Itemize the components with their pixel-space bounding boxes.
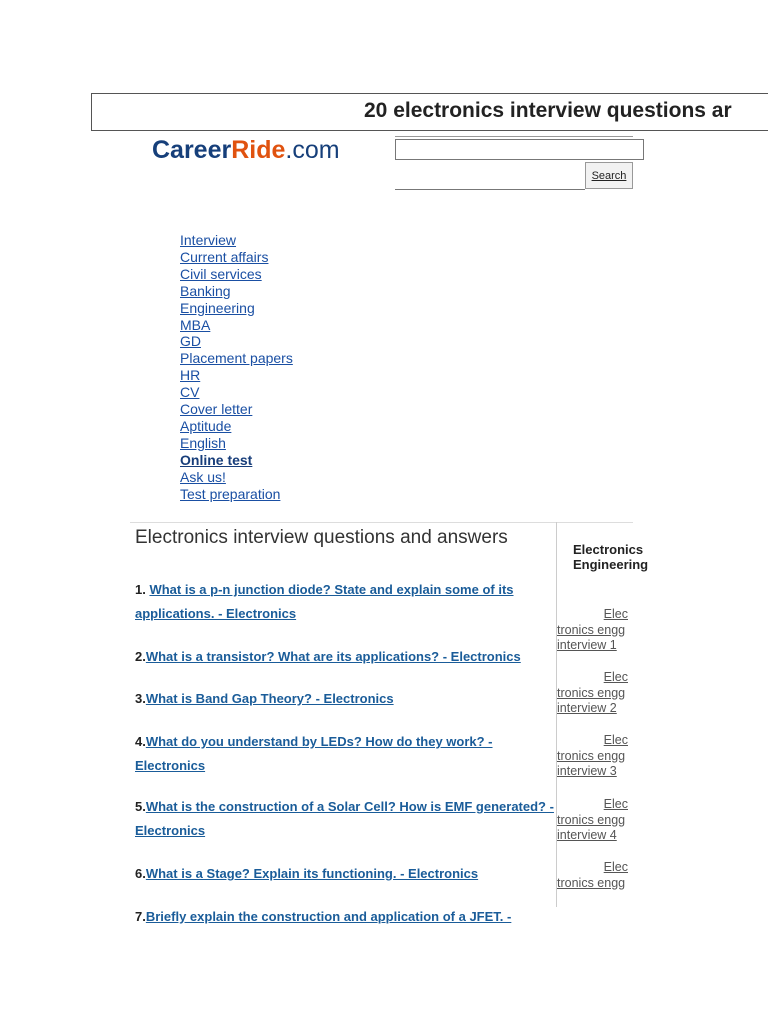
question-link[interactable]: What is a transistor? What are its applications? - Electronics	[145, 649, 521, 664]
nav-link[interactable]: HR	[180, 367, 201, 384]
logo-career: Career	[152, 136, 232, 164]
side-link-rest: tronics engg interview 1	[557, 622, 626, 652]
nav-item	[180, 486, 293, 503]
question-link[interactable]: What is Band Gap Theory? - Electronics	[145, 691, 394, 706]
side-link-first: Elec	[603, 733, 628, 747]
nav-item	[180, 283, 293, 300]
logo-com: .com	[285, 136, 340, 164]
search-underline	[395, 189, 585, 190]
nav-link[interactable]: Aptitude	[180, 417, 232, 434]
side-link-anchor[interactable]	[557, 860, 628, 890]
side-link-anchor[interactable]	[557, 670, 628, 715]
nav-link[interactable]: Placement papers	[180, 350, 293, 367]
search-button[interactable]	[585, 162, 633, 189]
nav-link[interactable]: Banking	[180, 282, 231, 299]
question-item	[135, 578, 560, 626]
nav-item	[180, 300, 293, 317]
nav-link[interactable]: Test preparation	[180, 485, 281, 502]
nav-link[interactable]: GD	[180, 333, 201, 350]
question-number: 7.	[135, 909, 146, 924]
question-number: 6.	[135, 866, 146, 881]
nav-link[interactable]: English	[180, 434, 226, 451]
nav-item	[180, 266, 293, 283]
nav-item	[180, 401, 293, 418]
nav-item	[180, 367, 293, 384]
nav-item	[180, 452, 293, 469]
nav-item	[180, 469, 293, 486]
question-number: 5.	[135, 799, 146, 814]
side-link-anchor[interactable]	[557, 607, 628, 652]
nav-link[interactable]: Online test	[180, 451, 253, 468]
search-input[interactable]	[395, 139, 644, 160]
search-button-label: Search	[591, 169, 627, 182]
question-item	[135, 795, 560, 843]
question-item	[135, 645, 560, 669]
side-link-first: Elec	[603, 860, 628, 874]
nav-item	[180, 232, 293, 249]
question-item	[135, 862, 560, 886]
nav-item	[180, 333, 293, 350]
question-item	[135, 730, 560, 778]
page-title: 20 electronics interview questions ar	[364, 99, 732, 122]
logo-ride: Ride	[231, 136, 286, 164]
nav-link[interactable]: Civil services	[180, 265, 262, 282]
side-link-anchor[interactable]	[557, 797, 628, 842]
side-link	[557, 670, 628, 717]
nav-item	[180, 384, 293, 401]
main-nav	[180, 232, 293, 503]
side-link	[557, 797, 628, 844]
nav-link[interactable]: Engineering	[180, 299, 255, 316]
nav-link[interactable]: Current affairs	[180, 248, 269, 265]
question-link[interactable]: What is a Stage? Explain its functioning. - Electronics	[145, 866, 479, 881]
question-link[interactable]: What is the construction of a Solar Cell? How is EMF generated? - Electronics	[135, 799, 554, 838]
nav-item	[180, 249, 293, 266]
question-item	[135, 687, 560, 711]
nav-item	[180, 418, 293, 435]
nav-item	[180, 317, 293, 334]
side-link	[557, 733, 628, 780]
side-panel-title: Electronics Engineering	[573, 542, 649, 572]
section-heading: Electronics interview questions and answers	[135, 527, 508, 548]
side-link-rest: tronics engg interview 4	[557, 812, 626, 842]
question-number: 4.	[135, 734, 146, 749]
nav-link[interactable]: MBA	[180, 316, 211, 333]
question-number: 1.	[135, 582, 150, 597]
nav-link[interactable]: Interview	[180, 232, 237, 248]
nav-link[interactable]: Ask us!	[180, 468, 226, 485]
question-number: 3.	[135, 691, 146, 706]
question-link[interactable]: What is a p-n junction diode? State and explain some of its applications. - Electronics	[135, 582, 514, 621]
careerride-logo[interactable]	[152, 136, 340, 165]
side-link	[557, 860, 628, 891]
side-link-first: Elec	[603, 670, 628, 684]
side-link-rest: tronics engg interview 2	[557, 685, 626, 715]
content-divider	[130, 522, 633, 523]
side-link-rest: tronics engg interview 3	[557, 748, 626, 778]
question-link[interactable]: Briefly explain the construction and application of a JFET. -	[145, 909, 512, 924]
question-item	[135, 905, 560, 929]
nav-item	[180, 435, 293, 452]
nav-item	[180, 350, 293, 367]
side-link-rest: tronics engg	[557, 875, 626, 890]
nav-link[interactable]: Cover letter	[180, 401, 253, 418]
side-link-first: Elec	[603, 797, 628, 811]
side-link-first: Elec	[603, 607, 628, 621]
question-link[interactable]: What do you understand by LEDs? How do they work? - Electronics	[135, 734, 493, 773]
side-link-anchor[interactable]	[557, 733, 628, 778]
question-number: 2.	[135, 649, 146, 664]
search-top-divider	[395, 136, 633, 137]
side-link	[557, 607, 628, 654]
nav-link[interactable]: CV	[180, 384, 200, 401]
